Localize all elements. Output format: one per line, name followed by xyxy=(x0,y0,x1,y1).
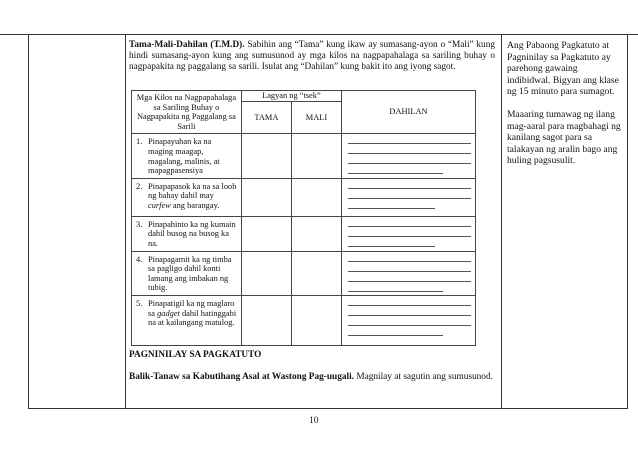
row-1-text: Pinapayuhan ka na maging maagap, magalang, malinis, at mapagpasensiya xyxy=(148,137,220,176)
column-divider-right xyxy=(501,34,502,408)
row-3-kilos xyxy=(132,216,242,251)
column-divider-left xyxy=(125,34,126,408)
row-3-mali-cell[interactable] xyxy=(291,216,341,251)
tmd-table xyxy=(131,90,476,346)
teacher-notes xyxy=(507,40,621,167)
notes-paragraph-2: Maaaring tumawag ng ilang mag-aaral para magbahagi ng kanilang sagot para sa talakayan ng aralin bago ang huling pagsusulit. xyxy=(507,108,621,167)
row-1-number: 1. xyxy=(136,137,143,147)
row-1-dahilan-cell[interactable] xyxy=(341,134,475,178)
table-row xyxy=(132,216,476,251)
notes-paragraph-1: Ang Pabaong Pagkatuto at Pagninilay sa Pagkatuto ay parehong gawaing indibidwal. Bigyan ang klase ng 15 minuto para sumagot. xyxy=(507,40,619,98)
page-number: 10 xyxy=(309,415,319,426)
row-5-text: Pinapatigil ka ng maglaro sa gadget dahil hatinggabi na at kailangang matulog. xyxy=(148,298,237,328)
section-para-bold: Balik-Tanaw sa Kabutihang Asal at Wastong Pag-uugali. xyxy=(129,372,354,382)
lesson-frame xyxy=(28,34,628,409)
instructions-title: Tama-Mali-Dahilan (T.M.D). xyxy=(129,40,245,50)
row-4-kilos xyxy=(132,251,242,295)
instructions-body: Sabihin ang “Tama” kung ikaw ay sumasang-ayon o “Mali” kung hindi sumasang-ayon kung ang sumusunod ay mga kilos na nagpapahalaga sa sariling buhay o nagpapakita ng paggalang sa sarili. Isulat ang “Dahilan” kung bakit ito ang iyong sagot. xyxy=(129,40,495,73)
instructions xyxy=(129,40,495,74)
row-4-number: 4. xyxy=(136,254,143,264)
row-5-kilos xyxy=(132,295,242,345)
row-5-number: 5. xyxy=(136,298,143,308)
row-3-text: Pinapahinto ka ng kumain dahil busog na busog ka na. xyxy=(148,219,236,248)
row-2-mali-cell[interactable] xyxy=(291,178,341,216)
row-4-mali-cell[interactable] xyxy=(291,251,341,295)
table-row xyxy=(132,295,476,345)
main-column xyxy=(127,34,499,406)
header-mali: MALI xyxy=(291,102,341,134)
row-2-tama-cell[interactable] xyxy=(241,178,291,216)
table-row xyxy=(132,134,476,178)
row-2-number: 2. xyxy=(136,181,143,191)
row-5-tama-cell[interactable] xyxy=(241,295,291,345)
header-dahilan: DAHILAN xyxy=(341,91,475,134)
row-2-kilos xyxy=(132,178,242,216)
row-3-tama-cell[interactable] xyxy=(241,216,291,251)
table-row xyxy=(132,251,476,295)
row-2-text: Pinapapasok ka na sa loob ng bahay dahil may curfew ang barangay. xyxy=(148,181,237,210)
row-5-dahilan-cell[interactable] xyxy=(341,295,475,345)
row-1-mali-cell[interactable] xyxy=(291,134,341,178)
row-5-mali-cell[interactable] xyxy=(291,295,341,345)
row-4-dahilan-cell[interactable] xyxy=(341,251,475,295)
row-2-dahilan-cell[interactable] xyxy=(341,178,475,216)
row-4-text: Pinapagamit ka ng timba sa pagligo dahil konti lamang ang imbakan ng tubig. xyxy=(148,254,232,293)
table-row xyxy=(132,178,476,216)
row-3-dahilan-cell[interactable] xyxy=(341,216,475,251)
header-tama: TAMA xyxy=(241,102,291,134)
section-para-rest: Magnilay at sagutin ang sumusunod. xyxy=(354,372,493,382)
section-paragraph xyxy=(129,372,495,383)
row-4-tama-cell[interactable] xyxy=(241,251,291,295)
section-title: PAGNINILAY SA PAGKATUTO xyxy=(129,350,262,360)
row-3-number: 3. xyxy=(136,219,143,229)
row-1-tama-cell[interactable] xyxy=(241,134,291,178)
row-1-kilos xyxy=(132,134,242,178)
header-lagyan: Lagyan ng “tsek” xyxy=(241,91,341,102)
header-kilos: Mga Kilos na Nagpapahalaga sa Sariling Buhay o Nagpapakita ng Paggalang sa Sarili xyxy=(132,91,242,134)
